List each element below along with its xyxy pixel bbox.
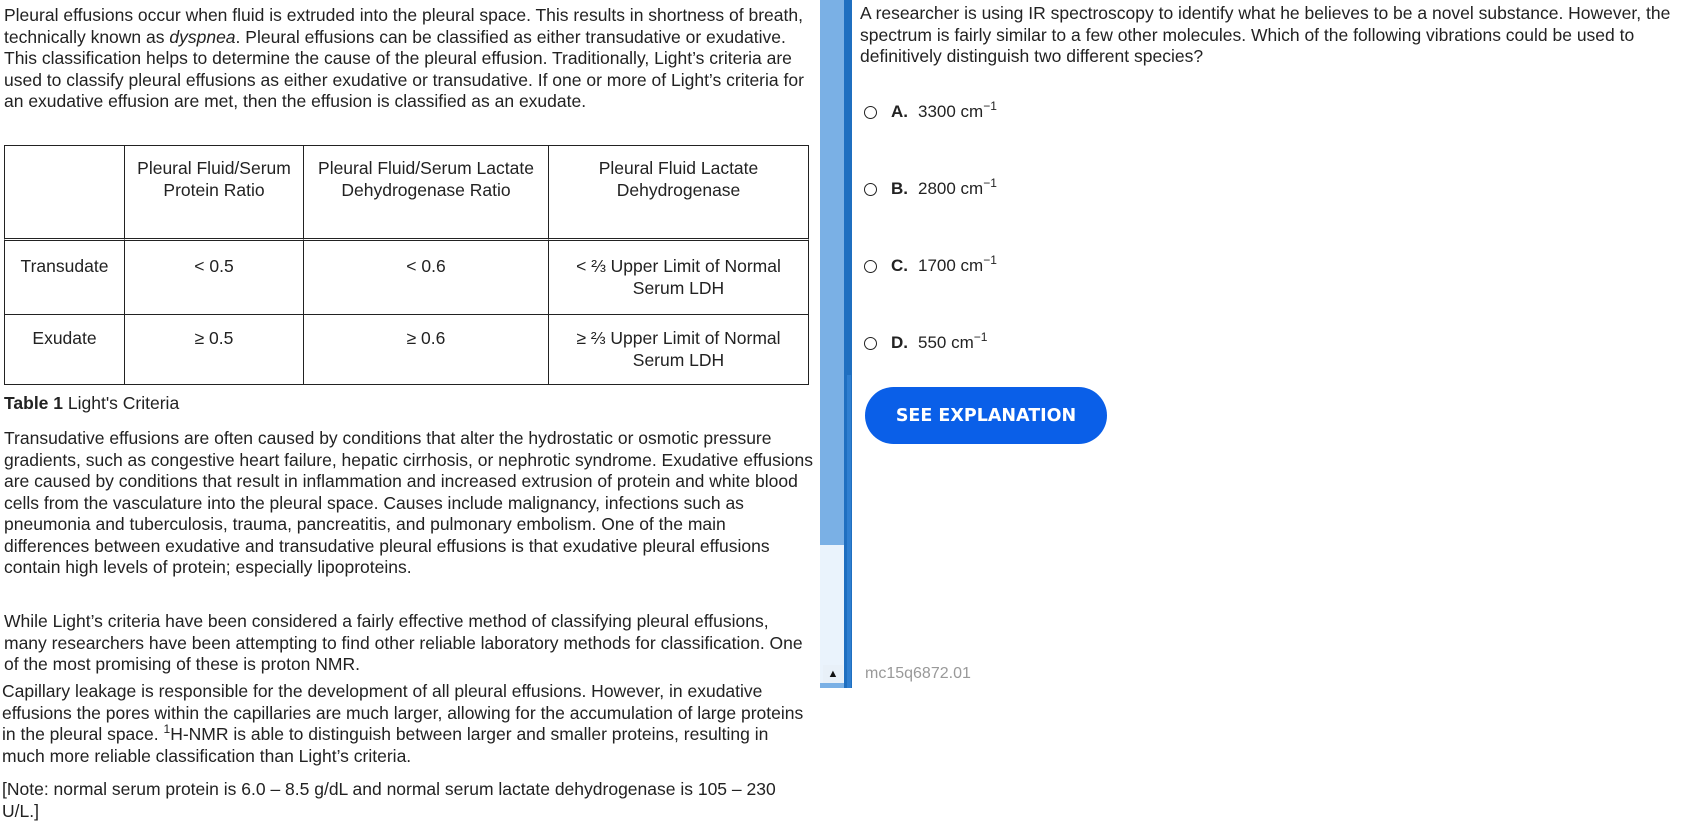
passage-paragraph-4 — [2, 681, 812, 767]
option-value — [918, 99, 997, 122]
answer-option-c[interactable] — [864, 251, 997, 281]
option-superscript: −1 — [983, 253, 997, 267]
option-value-text: 2800 cm — [918, 179, 984, 198]
table-header-cell: Pleural Fluid Lactate Dehydrogenase — [549, 145, 809, 241]
table-caption-label: Table 1 — [4, 393, 64, 413]
passage-paragraph-2: Transudative effusions are often caused by conditions that alter the hydrostatic or osmotic pressure gradients, such as congestive heart failure, hepatic cirrhosis, or nephrotic syndrome. Exudative effusions are caused by conditions that result in inflammation and increased extrusion of protein and white blood cells from the vasculature into the pleural space. Causes include malignancy, infections such as pneumonia and tuberculosis, trauma, pancreatitis, and pulmonary embolism. One of the main differences between exudative and transudative pleural effusions is that exudative pleural effusions contain high levels of protein; especially lipoproteins. — [4, 428, 813, 577]
table-caption-text: Light's Criteria — [63, 393, 180, 413]
answer-option-d[interactable] — [864, 328, 987, 358]
option-letter: C. — [891, 256, 908, 275]
question-pane — [860, 0, 1685, 824]
radio-button-icon[interactable] — [864, 337, 877, 350]
question-stem: A researcher is using IR spectroscopy to identify what he believes to be a novel substance. However, the spectrum is fairly similar to a few other molecules. Which of the following vibrations could be used to definitively distinguish two different species? — [860, 3, 1671, 66]
table-caption — [4, 393, 179, 415]
table-header-cell: Pleural Fluid/Serum Lactate Dehydrogenase Ratio — [304, 145, 549, 241]
option-superscript: −1 — [983, 176, 997, 190]
passage-emphasis: dyspnea — [169, 26, 236, 47]
passage-text: . Pleural effusions can be classified as either transudative or exudative. This classification helps to determine the cause of the pleural effusion. Traditionally, Light’s criteria are used to classify pleural effusions as either exudative or transudative. If one or more of Light’s criteria for an exudative effusion are met, then the effusion is classified as an exudate. — [4, 26, 804, 111]
option-superscript: −1 — [983, 99, 997, 113]
radio-button-icon[interactable] — [864, 106, 877, 119]
option-value — [918, 176, 997, 199]
table-row-label: Transudate — [4, 241, 125, 315]
option-value-text: 3300 cm — [918, 102, 984, 121]
table-cell: ≥ ⅔ Upper Limit of Normal Serum LDH — [549, 315, 809, 385]
table-cell: ≥ 0.5 — [125, 315, 304, 385]
table-header-row — [4, 145, 809, 241]
option-letter: D. — [891, 333, 908, 352]
option-letter: B. — [891, 179, 908, 198]
table-cell: < ⅔ Upper Limit of Normal Serum LDH — [549, 241, 809, 315]
question-id: mc15q6872.01 — [865, 665, 971, 682]
passage-text: H-NMR is able to distinguish between larger and smaller proteins, resulting in much more reliable classification than Light’s criteria. — [2, 724, 769, 766]
option-superscript: −1 — [973, 330, 988, 344]
see-explanation-button[interactable]: SEE EXPLANATION — [865, 387, 1107, 444]
table-cell: < 0.6 — [304, 241, 549, 315]
radio-button-icon[interactable] — [864, 183, 877, 196]
table-cell: < 0.5 — [125, 241, 304, 315]
radio-button-icon[interactable] — [864, 260, 877, 273]
table-cell: ≥ 0.6 — [304, 315, 549, 385]
lights-criteria-table — [4, 145, 809, 385]
option-value-text: 550 cm — [918, 333, 974, 352]
option-value-text: 1700 cm — [918, 256, 984, 275]
passage-paragraph-3: While Light’s criteria have been considered a fairly effective method of classifying pleural effusions, many researchers have been attempting to find other reliable laboratory methods for classification. One of the most promising of these is proton NMR. — [4, 611, 803, 674]
table-row-label: Exudate — [4, 315, 125, 385]
passage-text: Pleural effusions occur when fluid is extruded into the pleural space. This results in shortness of breath, technically known as — [4, 5, 803, 47]
answer-option-b[interactable] — [864, 174, 997, 204]
option-value — [918, 330, 988, 353]
scroll-up-arrow-icon[interactable]: ▲ — [823, 665, 843, 683]
passage-text: Capillary leakage is responsible for the development of all pleural effusions. However, in exudative effusions the pores within the capillaries are much larger, allowing for the accumulation of large proteins in the pleural space. — [2, 681, 804, 744]
passage-note: [Note: normal serum protein is 6.0 – 8.5 g/dL and normal serum lactate dehydrogenase is 105 – 230 U/L.] — [2, 779, 776, 821]
answer-option-a[interactable] — [864, 97, 997, 127]
table-row — [4, 241, 809, 315]
passage-pane — [0, 0, 815, 824]
superscript: 1 — [163, 722, 171, 737]
table-header-cell: Pleural Fluid/Serum Protein Ratio — [125, 145, 304, 241]
option-value — [918, 253, 997, 276]
pane-divider-accent — [847, 375, 851, 688]
table-row — [4, 315, 809, 385]
passage-paragraph-1 — [4, 5, 812, 113]
option-letter: A. — [891, 102, 908, 121]
table-header-cell — [4, 145, 125, 241]
